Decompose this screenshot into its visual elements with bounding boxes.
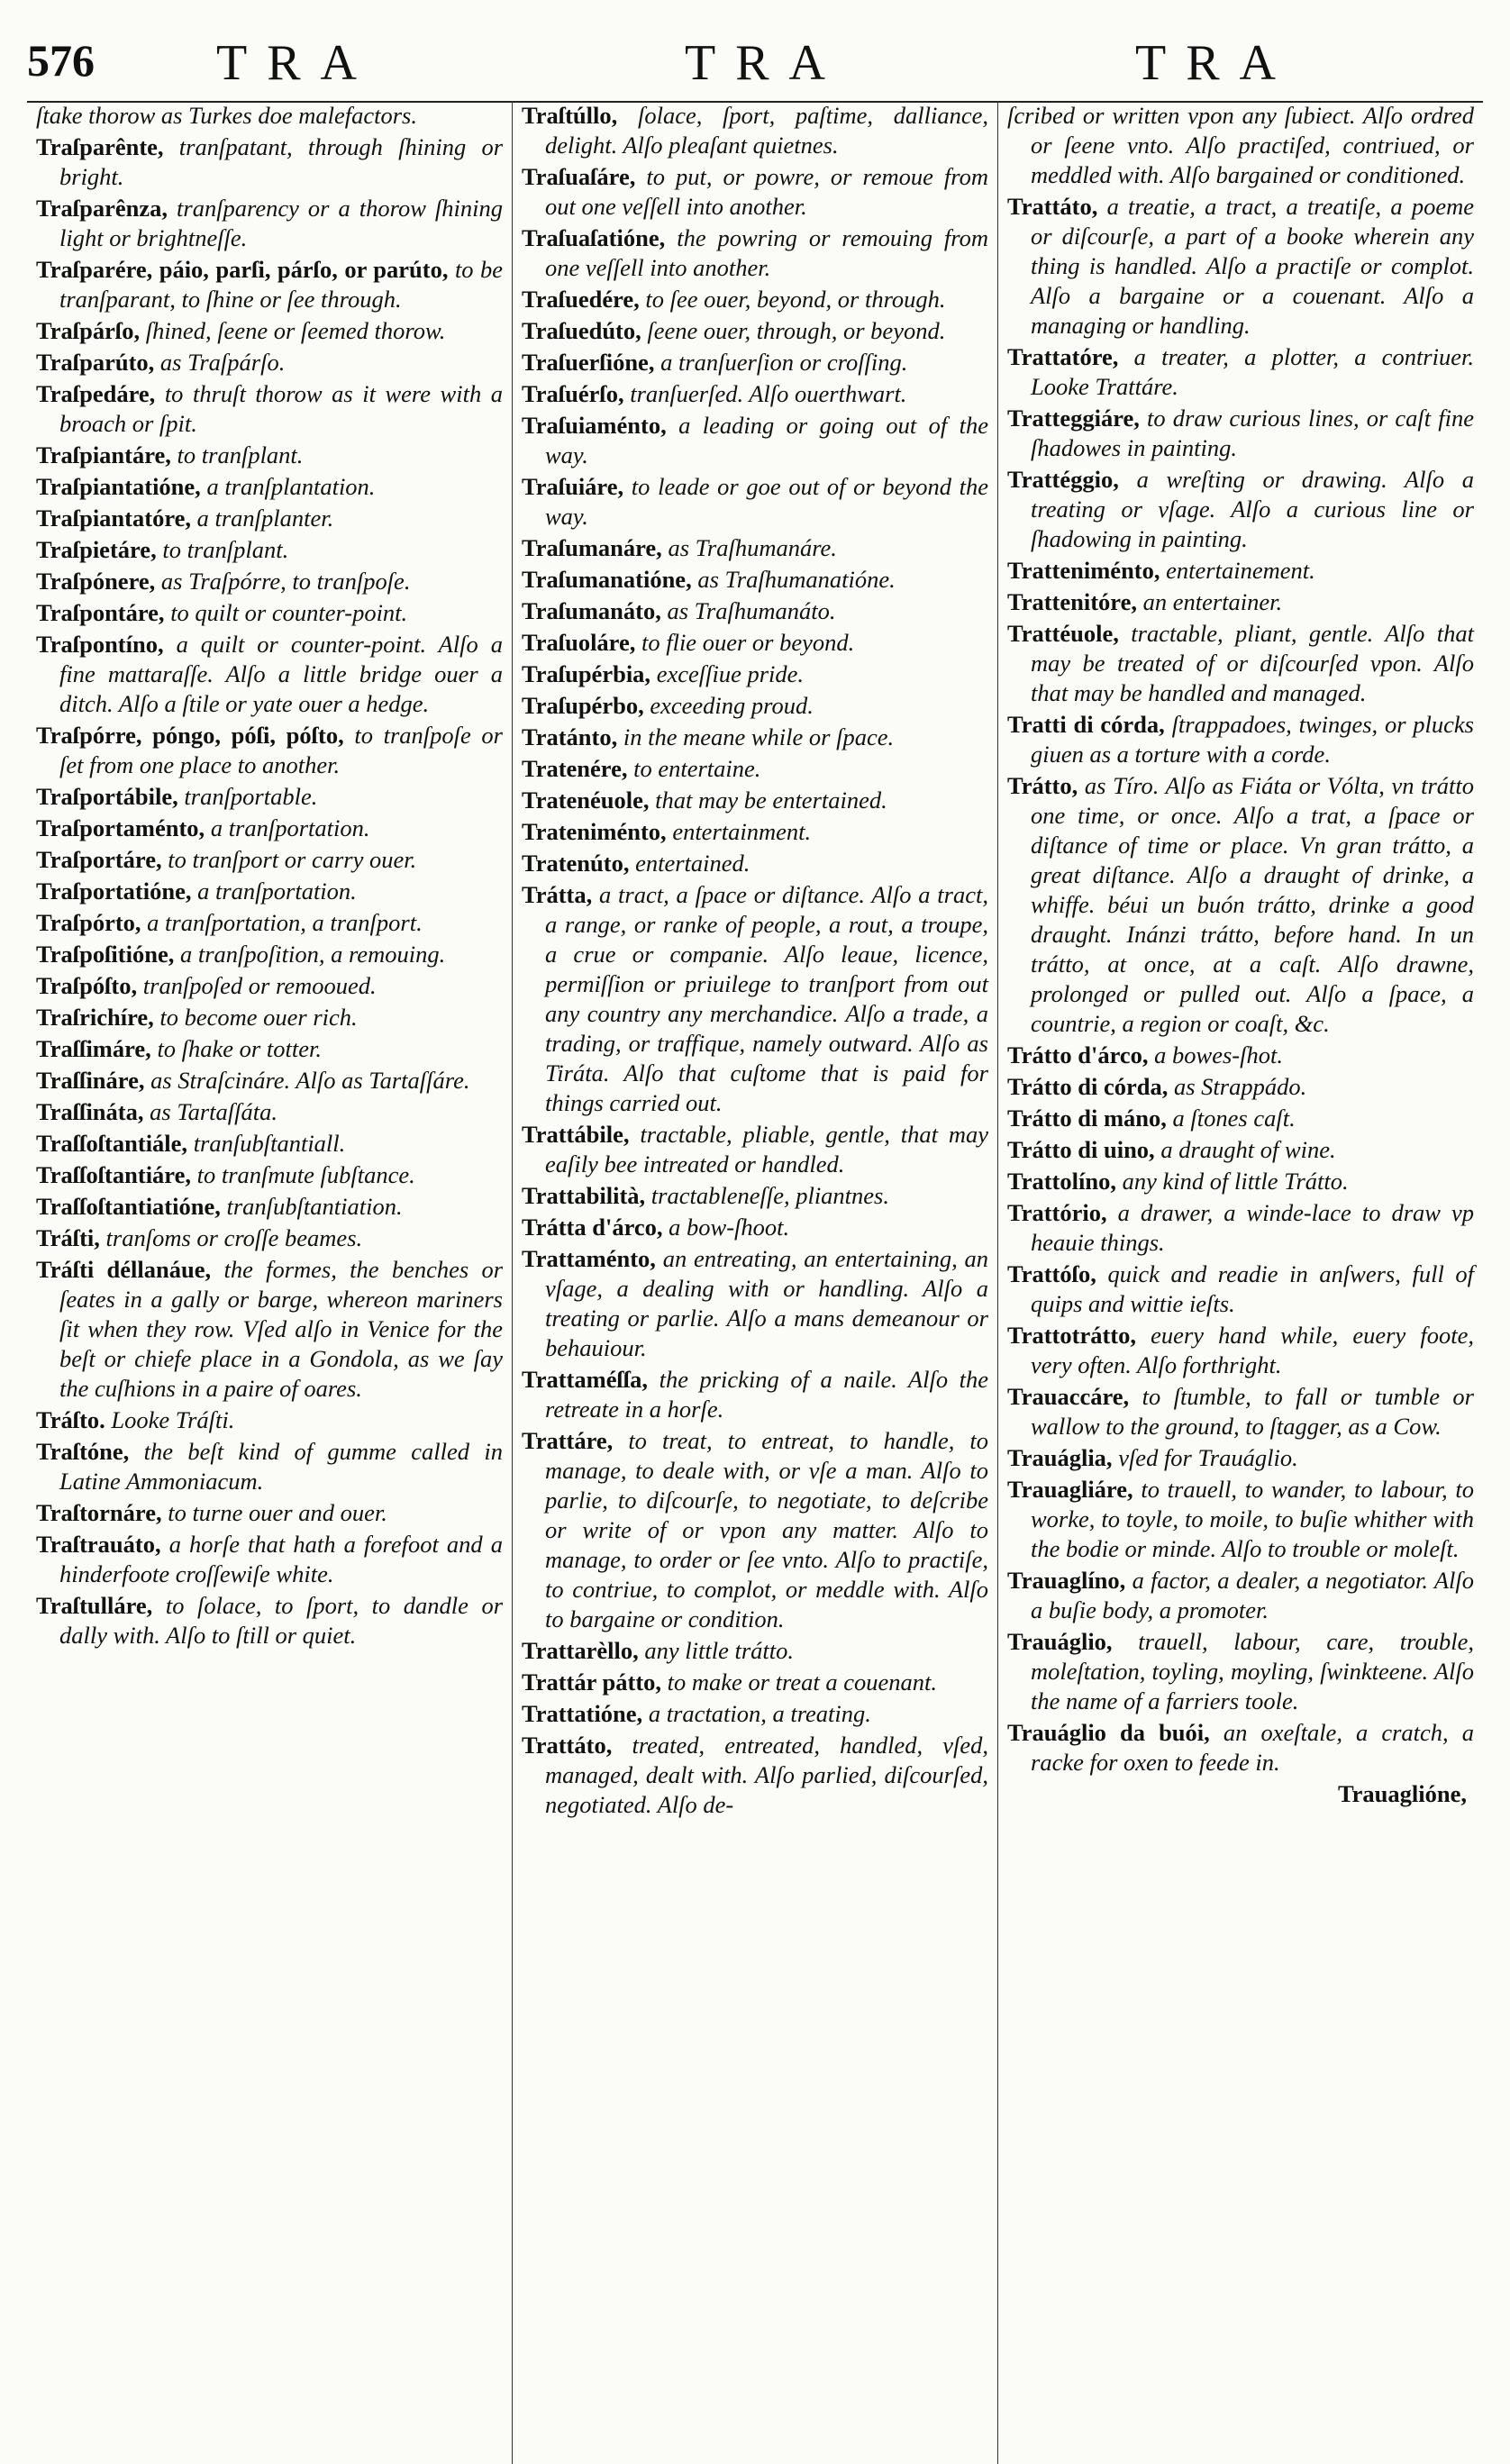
entry-headword: Tratenéuole,	[522, 786, 650, 814]
dictionary-entry	[522, 379, 988, 409]
dictionary-entry	[36, 1530, 503, 1589]
entry-headword: Traſpiantatóre,	[36, 505, 191, 532]
entry-headword: Traſupérbia,	[522, 660, 651, 687]
entry-headword: Trattenitóre,	[1007, 588, 1137, 615]
dictionary-entry	[522, 786, 988, 815]
dictionary-entry	[36, 598, 503, 628]
entry-definition: a tranſuerſion or croſſing.	[660, 349, 908, 376]
dictionary-entry	[36, 1160, 503, 1190]
entry-definition: a wreſting or drawing. Alſo a treating or vſage. Alſo a curious line or ſhadowing in painting.	[1031, 466, 1475, 552]
entry-headword: Traſportaménto,	[36, 814, 205, 841]
entry-definition: tranſubſtantiation.	[226, 1193, 403, 1220]
entry-headword: Traſuaſatióne,	[522, 224, 666, 251]
entry-definition: an entertainer.	[1142, 588, 1283, 615]
entry-headword: Traſpórto,	[36, 909, 141, 936]
dictionary-entry	[1007, 587, 1474, 617]
entry-headword: Traſpóſto,	[36, 972, 138, 999]
entry-headword: Tratenére,	[522, 755, 628, 782]
entry-definition: a draught of wine.	[1160, 1136, 1336, 1163]
entry-headword: Traſpiantatióne,	[36, 473, 201, 500]
entry-headword: Traſparênte,	[36, 133, 164, 160]
dictionary-entry	[36, 814, 503, 843]
dictionary-entry	[1007, 101, 1474, 190]
entry-definition: to tranſplant.	[177, 441, 304, 468]
entry-headword: Traſtulláre,	[36, 1592, 153, 1619]
entry-headword: Traſuedúto,	[522, 317, 641, 344]
entry-headword: Trattáto,	[1007, 193, 1098, 220]
entry-headword: Traſumanatióne,	[522, 566, 692, 593]
entry-definition: to be tranſparant, to ſhine or ſee through.	[59, 256, 503, 313]
dictionary-entry	[1007, 1321, 1474, 1380]
entry-definition: to ſhake or totter.	[157, 1035, 322, 1062]
dictionary-entry	[1007, 1259, 1474, 1319]
dictionary-entry	[1007, 1198, 1474, 1258]
entry-headword: Trattabilità,	[522, 1182, 646, 1209]
dictionary-entry	[1007, 1041, 1474, 1070]
dictionary-entry	[36, 1405, 503, 1435]
entry-headword: Tráſti,	[36, 1224, 100, 1251]
column-right	[997, 101, 1483, 2464]
entry-headword: Trattéuole,	[1007, 620, 1119, 647]
entry-definition: a treater, a plotter, a contriuer. Looke Trattáre.	[1031, 343, 1474, 400]
dictionary-entry	[36, 1003, 503, 1032]
entry-headword: Traſuérſo,	[522, 380, 624, 407]
entry-headword: Trátto di máno,	[1007, 1105, 1167, 1132]
entry-headword: Traſtóne,	[36, 1438, 130, 1465]
dictionary-entry	[36, 194, 503, 253]
dictionary-entry	[36, 504, 503, 533]
entry-headword: Trátto d'árco,	[1007, 1041, 1149, 1068]
entry-headword: Traſpárſo,	[36, 317, 141, 344]
entry-headword: Trátta,	[522, 881, 593, 908]
entry-headword: Trauáglio da buói,	[1007, 1719, 1210, 1746]
entry-definition: ſtrappadoes, twinges, or plucks giuen as a torture with a corde.	[1031, 711, 1474, 768]
entry-definition: as Traſhumanáto.	[667, 597, 836, 624]
dictionary-entry	[36, 1437, 503, 1496]
dictionary-entry	[36, 441, 503, 470]
dictionary-entry	[36, 721, 503, 780]
entry-definition: to treat, to entreat, to handle, to manage, to deale with, or vſe a man. Alſo to parlie, to diſcourſe, to negotiate, to deſcribe or write of or vpon any matter. Alſo to manage, to order or ſee vnto. Alſo to practiſe, to contriue, to complot, or meddle with. Alſo to bargaine or condition.	[545, 1427, 988, 1632]
entry-headword: Trauaglíno,	[1007, 1567, 1126, 1594]
entry-headword: Trattáre,	[522, 1427, 614, 1454]
entry-definition: quick and readie in anſwers, full of quips and wittie ieſts.	[1031, 1260, 1475, 1317]
entry-headword: Traſparênza,	[36, 195, 168, 222]
entry-definition: to flie ouer or beyond.	[641, 629, 855, 656]
dictionary-entry	[36, 971, 503, 1001]
dictionary-entry	[36, 1097, 503, 1127]
dictionary-entry	[522, 162, 988, 222]
entry-definition: any kind of little Trátto.	[1122, 1168, 1349, 1195]
entry-definition: tractableneſſe, pliantnes.	[650, 1182, 889, 1209]
entry-columns	[27, 101, 1483, 2464]
dictionary-entry	[36, 101, 503, 131]
entry-headword: Traſſoſtantiáre,	[36, 1161, 191, 1188]
dictionary-entry	[36, 472, 503, 502]
dictionary-entry	[1007, 1718, 1474, 1778]
dictionary-entry	[522, 1699, 988, 1729]
entry-definition: to ſolace, to ſport, to dandle or dally with. Alſo to ſtill or quiet.	[59, 1592, 504, 1649]
entry-definition: tranſparency or a thorow ſhining light or brightneſſe.	[59, 195, 504, 251]
dictionary-entry	[1007, 556, 1474, 586]
entry-definition: tractable, pliant, gentle. Alſo that may be treated of or diſcourſed vpon. Alſo that may be handled and managed.	[1031, 620, 1475, 706]
dictionary-entry	[36, 1255, 503, 1404]
entry-definition: to thruſt thorow as it were with a broach or ſpit.	[59, 380, 504, 437]
entry-headword: Traſuiáre,	[522, 473, 624, 500]
entry-headword: Trattaménto,	[522, 1245, 656, 1272]
catchword: Trauaglióne,	[1337, 1780, 1467, 1807]
dictionary-entry	[36, 630, 503, 719]
entry-definition: tranſpatant, through ſhining or bright.	[59, 133, 504, 190]
entry-definition: to draw curious lines, or caſt fine ſhadowes in painting.	[1031, 405, 1474, 461]
dictionary-entry	[522, 1181, 988, 1211]
entry-headword: Traſrichíre,	[36, 1004, 154, 1031]
entry-headword: Trátto di córda,	[1007, 1073, 1169, 1100]
dictionary-entry	[522, 691, 988, 721]
dictionary-entry	[522, 880, 988, 1118]
dictionary-entry	[36, 908, 503, 938]
entry-definition: in the meane while or ſpace.	[623, 723, 895, 750]
entry-headword: Traſpietáre,	[36, 536, 157, 563]
dictionary-entry	[522, 659, 988, 689]
entry-definition: to leade or goe out of or beyond the way.	[545, 473, 989, 530]
entry-headword: Trateniménto,	[522, 818, 667, 845]
entry-headword: Trattaméſſa,	[522, 1366, 649, 1393]
dictionary-entry	[1007, 1627, 1474, 1716]
entry-headword: Traſpórre, póngo, póſi, póſto,	[36, 722, 344, 749]
dictionary-entry	[522, 1365, 988, 1424]
dictionary-entry	[522, 223, 988, 283]
entry-headword: Traſportábile,	[36, 783, 178, 810]
dictionary-entry	[522, 723, 988, 752]
entry-definition: a tractation, a treating.	[648, 1700, 871, 1727]
dictionary-entry	[522, 316, 988, 346]
dictionary-entry	[522, 1731, 988, 1820]
entry-definition: ſhined, ſeene or ſeemed thorow.	[145, 317, 446, 344]
entry-definition: ſcribed or written vpon any ſubiect. Alſo ordred or ſeene vnto. Alſo practiſed, contriued, or meddled with. Alſo bargained or conditioned.	[1007, 102, 1474, 188]
dictionary-entry	[1007, 1135, 1474, 1165]
entry-definition: the powring or remouing from one veſſell into another.	[545, 224, 989, 281]
entry-definition: to trauell, to wander, to labour, to worke, to toyle, to moile, to buſie whither with the bodie or minde. Alſo to trouble or moleſt.	[1031, 1476, 1474, 1562]
entry-definition: to make or treat a couenant.	[667, 1668, 937, 1696]
dictionary-entry	[36, 132, 503, 192]
dictionary-entry	[1007, 465, 1474, 554]
entry-headword: Traſſimáre,	[36, 1035, 151, 1062]
entry-definition: any little trátto.	[644, 1637, 794, 1664]
entry-headword: Trattatióne,	[522, 1700, 643, 1727]
entry-definition: a bowes-ſhot.	[1154, 1041, 1283, 1068]
entry-headword: Trátto di uino,	[1007, 1136, 1155, 1163]
entry-headword: Trauaccáre,	[1007, 1383, 1130, 1410]
entry-definition: ſtake thorow as Turkes doe malefactors.	[36, 102, 417, 129]
entry-definition: a tranſplanter.	[196, 505, 334, 532]
entry-headword: Tratteggiáre,	[1007, 405, 1140, 432]
entry-headword: Trattóſo,	[1007, 1260, 1096, 1287]
entry-headword: Trauáglio,	[1007, 1628, 1113, 1655]
dictionary-entry	[36, 1129, 503, 1159]
column-middle	[512, 101, 997, 2464]
entry-headword: Traſpoſitióne,	[36, 941, 175, 968]
dictionary-entry	[522, 1120, 988, 1179]
entry-headword: Traſparére, páio, parſi, párſo, or parúto,	[36, 256, 449, 283]
entry-definition: to quilt or counter-point.	[170, 599, 408, 626]
entry-headword: Tráſti déllanáue,	[36, 1256, 212, 1283]
dictionary-entry	[522, 596, 988, 626]
entry-headword: Traſuaſáre,	[522, 163, 636, 190]
entry-definition: tranſuerſed. Alſo ouerthwart.	[630, 380, 907, 407]
entry-headword: Traſſoſtantiatióne,	[36, 1193, 221, 1220]
entry-definition: tractable, pliable, gentle, that may eaſily bee intreated or handled.	[545, 1121, 989, 1177]
entry-headword: Trattábile,	[522, 1121, 630, 1148]
entry-definition: a tranſplantation.	[206, 473, 376, 500]
dictionary-entry	[36, 1498, 503, 1528]
entry-definition: as Tíro. Alſo as Fiáta or Vólta, vn trátto one time, or once. Alſo a trat, a ſpace or diſtance of time or place. Vn gran trátto, a great diſtance. Alſo a draught of drinke, a whiffe. béui un buón trátto, drinke a good draught. Inánzi trátto, before hand. In un trátto, at once, at a caſt. Alſo drawne, prolonged or pulled out. Alſo a ſpace, a countrie, a region or coaſt, &c.	[1031, 772, 1474, 1037]
entry-definition: a horſe that hath a forefoot and a hinderfoote croſſewiſe white.	[59, 1531, 503, 1587]
entry-headword: Traſpontíno,	[36, 631, 164, 658]
dictionary-entry	[1007, 1475, 1474, 1564]
entry-definition: as Strappádo.	[1173, 1073, 1307, 1100]
entry-headword: Traſumanáto,	[522, 597, 661, 624]
entry-headword: Trátta d'árco,	[522, 1214, 663, 1241]
entry-definition: entertainment.	[672, 818, 812, 845]
entry-definition: an oxeſtale, a cratch, a racke for oxen to feede in.	[1031, 1719, 1475, 1776]
entry-headword: Traſtúllo,	[522, 102, 618, 129]
dictionary-entry	[522, 1244, 988, 1363]
dictionary-entry	[36, 567, 503, 596]
entry-definition: trauell, labour, care, trouble, moleſtation, toyling, moyling, ſwinkteene. Alſo the name of a farriers toole.	[1031, 1628, 1474, 1714]
entry-headword: Traſportáre,	[36, 846, 162, 873]
running-headword-center: TRA	[685, 35, 845, 91]
dictionary-entry	[522, 1426, 988, 1634]
entry-headword: Traſuerſióne,	[522, 349, 655, 376]
entry-definition: Looke Tráſti.	[111, 1406, 235, 1433]
dictionary-entry	[36, 535, 503, 565]
dictionary-entry	[1007, 1167, 1474, 1196]
entry-definition: entertained.	[635, 850, 750, 877]
entry-headword: Tratenúto,	[522, 850, 630, 877]
entry-definition: to become ouer rich.	[159, 1004, 358, 1031]
entry-headword: Traſtrauáto,	[36, 1531, 161, 1558]
dictionary-entry	[36, 845, 503, 875]
entry-definition: a leading or going out of the way.	[545, 412, 989, 468]
entry-headword: Trattolíno,	[1007, 1168, 1116, 1195]
entry-headword: Trattár pátto,	[522, 1668, 662, 1696]
dictionary-entry	[36, 877, 503, 906]
dictionary-entry	[522, 565, 988, 595]
entry-definition: an entreating, an entertaining, an vſage, a dealing with or handling. Alſo a treating or parlie. Alſo a mans demeanour or behauiour.	[545, 1245, 989, 1361]
entry-definition: as Traſpárſo.	[159, 349, 286, 376]
entry-definition: the formes, the benches or ſeates in a gally or barge, whereon mariners ſit when they row. Vſed alſo in Venice for the beſt or chiefe place in a Gondola, as we ſay the cuſhions in a paire of oares.	[59, 1256, 504, 1402]
entry-headword: Trattotrátto,	[1007, 1322, 1136, 1349]
entry-headword: Traſſoſtantiále,	[36, 1130, 188, 1157]
entry-headword: Traſſináre,	[36, 1067, 145, 1094]
running-headword-right: TRA	[1135, 35, 1296, 91]
dictionary-entry	[522, 101, 988, 160]
entry-definition: tranſpoſed or remooued.	[142, 972, 377, 999]
dictionary-entry	[36, 1591, 503, 1650]
entry-headword: Traſuoláre,	[522, 629, 636, 656]
dictionary-entry	[1007, 619, 1474, 708]
entry-headword: Trattório,	[1007, 1199, 1107, 1226]
entry-headword: Tratánto,	[522, 723, 618, 750]
dictionary-entry	[1007, 1443, 1474, 1473]
entry-headword: Traſupérbo,	[522, 692, 644, 719]
entry-headword: Tratti di córda,	[1007, 711, 1165, 738]
entry-definition: a ſtones caſt.	[1172, 1105, 1296, 1132]
entry-headword: Traſpedáre,	[36, 380, 156, 407]
entry-definition: as Traſhumanáre.	[668, 534, 837, 561]
dictionary-entry	[1007, 710, 1474, 769]
page-number: 576	[27, 35, 95, 86]
dictionary-entry	[522, 285, 988, 314]
entry-definition: to ſtumble, to fall or tumble or wallow to the ground, to ſtagger, as a Cow.	[1031, 1383, 1474, 1440]
entry-definition: the beſt kind of gumme called in Latine Ammoniacum.	[59, 1438, 504, 1495]
entry-headword: Trauáglia,	[1007, 1444, 1113, 1471]
entry-headword: Tratteniménto,	[1007, 557, 1160, 584]
dictionary-entry	[522, 628, 988, 658]
entry-headword: Traſparúto,	[36, 349, 155, 376]
dictionary-entry	[36, 1192, 503, 1222]
entry-definition: tranſoms or croſſe beames.	[105, 1224, 363, 1251]
entry-definition: to tranſport or carry ouer.	[168, 846, 417, 873]
dictionary-entry	[1007, 771, 1474, 1039]
entry-headword: Trattarèllo,	[522, 1637, 639, 1664]
entry-definition: vſed for Trauáglio.	[1118, 1444, 1298, 1471]
dictionary-entry	[36, 1223, 503, 1253]
entry-definition: to tranſmute ſubſtance.	[196, 1161, 415, 1188]
entry-definition: as Traſhumanatióne.	[697, 566, 896, 593]
entry-definition: a bow-ſhoot.	[669, 1214, 790, 1241]
dictionary-entry	[522, 1668, 988, 1697]
entry-headword: Traſuiaménto,	[522, 412, 667, 439]
dictionary-entry	[36, 379, 503, 439]
entry-headword: Trátto,	[1007, 772, 1078, 799]
running-headword-left: TRA	[216, 35, 377, 91]
entry-definition: a tract, a ſpace or diſtance. Alſo a tract, a range, or ranke of people, a rout, a troupe, a crue or companie. Alſo leaue, licence, permiſſion or priuilege to tranſport from out any country any merchandice. Alſo a trade, a trading, or traffique, namely outward. Alſo as Tiráta. Alſo that cuſtome that is paid for things carried out.	[545, 881, 988, 1116]
entry-definition: exceſſiue pride.	[656, 660, 805, 687]
entry-definition: a tranſportation.	[210, 814, 370, 841]
dictionary-entry	[522, 472, 988, 532]
entry-headword: Traſumanáre,	[522, 534, 662, 561]
entry-headword: Traſportatióne,	[36, 877, 192, 905]
dictionary-entry	[36, 348, 503, 377]
entry-definition: to put, or powre, or remoue from out one veſſell into another.	[545, 163, 989, 220]
entry-headword: Traſpontáre,	[36, 599, 165, 626]
entry-definition: as Tartaſſáta.	[150, 1098, 278, 1125]
entry-definition: a quilt or counter-point. Alſo a fine mattaraſſe. Alſo a little bridge ouer a ditch. Alſo a ſtile or yate ouer a hedge.	[59, 631, 503, 717]
entry-definition: a drawer, a winde-lace to draw vp heauie things.	[1031, 1199, 1475, 1256]
entry-definition: entertainement.	[1166, 557, 1315, 584]
entry-headword: Traſſináta,	[36, 1098, 144, 1125]
entry-definition: a treatie, a tract, a treatiſe, a poeme or diſcourſe, a part of a booke wherein any thing is handled. Alſo a practiſe or complot. Alſo a bargaine or a couenant. Alſo a managing or handling.	[1031, 193, 1474, 339]
dictionary-entry	[522, 1636, 988, 1666]
dictionary-entry	[36, 316, 503, 346]
dictionary-entry	[1007, 1382, 1474, 1441]
entry-definition: to turne ouer and ouer.	[168, 1499, 387, 1526]
page-header	[27, 27, 1483, 97]
entry-definition: tranſubſtantiall.	[193, 1130, 346, 1157]
entry-headword: Trattáto,	[522, 1732, 613, 1759]
entry-definition: to ſee ouer, beyond, or through.	[645, 286, 946, 313]
dictionary-entry	[522, 849, 988, 878]
dictionary-entry	[1007, 1072, 1474, 1102]
dictionary-entry	[1007, 1566, 1474, 1625]
entry-definition: treated, entreated, handled, vſed, managed, dealt with. Alſo parlied, diſcourſed, negotiated. Alſo de-	[545, 1732, 988, 1818]
dictionary-entry	[1007, 192, 1474, 341]
dictionary-entry	[1007, 1104, 1474, 1133]
entry-headword: Tráſto.	[36, 1406, 105, 1433]
entry-definition: a tranſportation.	[197, 877, 357, 905]
entry-definition: the pricking of a naile. Alſo the retreate in a horſe.	[545, 1366, 988, 1423]
entry-definition: as Traſpórre, to tranſpoſe.	[160, 568, 411, 595]
dictionary-entry	[36, 782, 503, 812]
entry-definition: tranſportable.	[184, 783, 318, 810]
entry-headword: Traſuedére,	[522, 286, 640, 313]
entry-definition: a tranſportation, a tranſport.	[147, 909, 423, 936]
dictionary-entry	[522, 817, 988, 847]
dictionary-entry	[36, 255, 503, 314]
dictionary-entry	[36, 1034, 503, 1064]
dictionary-entry	[522, 754, 988, 784]
entry-definition: a factor, a dealer, a negotiator. Alſo a buſie body, a promoter.	[1031, 1567, 1474, 1623]
entry-definition: to tranſplant.	[162, 536, 289, 563]
entry-headword: Trattatóre,	[1007, 343, 1119, 370]
dictionary-entry	[522, 533, 988, 563]
entry-headword: Traſpónere,	[36, 568, 156, 595]
entry-headword: Trattéggio,	[1007, 466, 1119, 493]
dictionary-entry	[522, 1213, 988, 1242]
entry-definition: exceeding proud.	[650, 692, 814, 719]
entry-headword: Traſpiantáre,	[36, 441, 171, 468]
entry-definition: ſolace, ſport, paſtime, dalliance, delight. Alſo pleaſant quietnes.	[545, 102, 988, 159]
entry-definition: as Straſcináre. Alſo as Tartaſſáre.	[150, 1067, 470, 1094]
dictionary-entry	[36, 1066, 503, 1096]
entry-definition: ſeene ouer, through, or beyond.	[647, 317, 946, 344]
entry-definition: euery hand while, euery foote, very often. Alſo forthright.	[1031, 1322, 1474, 1378]
dictionary-entry	[522, 348, 988, 377]
entry-headword: Traſtornáre,	[36, 1499, 162, 1526]
entry-headword: Trauagliáre,	[1007, 1476, 1133, 1503]
dictionary-entry	[36, 940, 503, 969]
dictionary-entry	[1007, 342, 1474, 402]
entry-definition: to entertaine.	[633, 755, 761, 782]
entry-definition: that may be entertained.	[655, 786, 887, 814]
entry-definition: a tranſpoſition, a remouing.	[179, 941, 446, 968]
dictionary-entry	[522, 411, 988, 470]
entry-definition: to tranſpoſe or ſet from one place to another.	[59, 722, 503, 778]
dictionary-entry	[1007, 404, 1474, 463]
column-left	[27, 101, 512, 2464]
